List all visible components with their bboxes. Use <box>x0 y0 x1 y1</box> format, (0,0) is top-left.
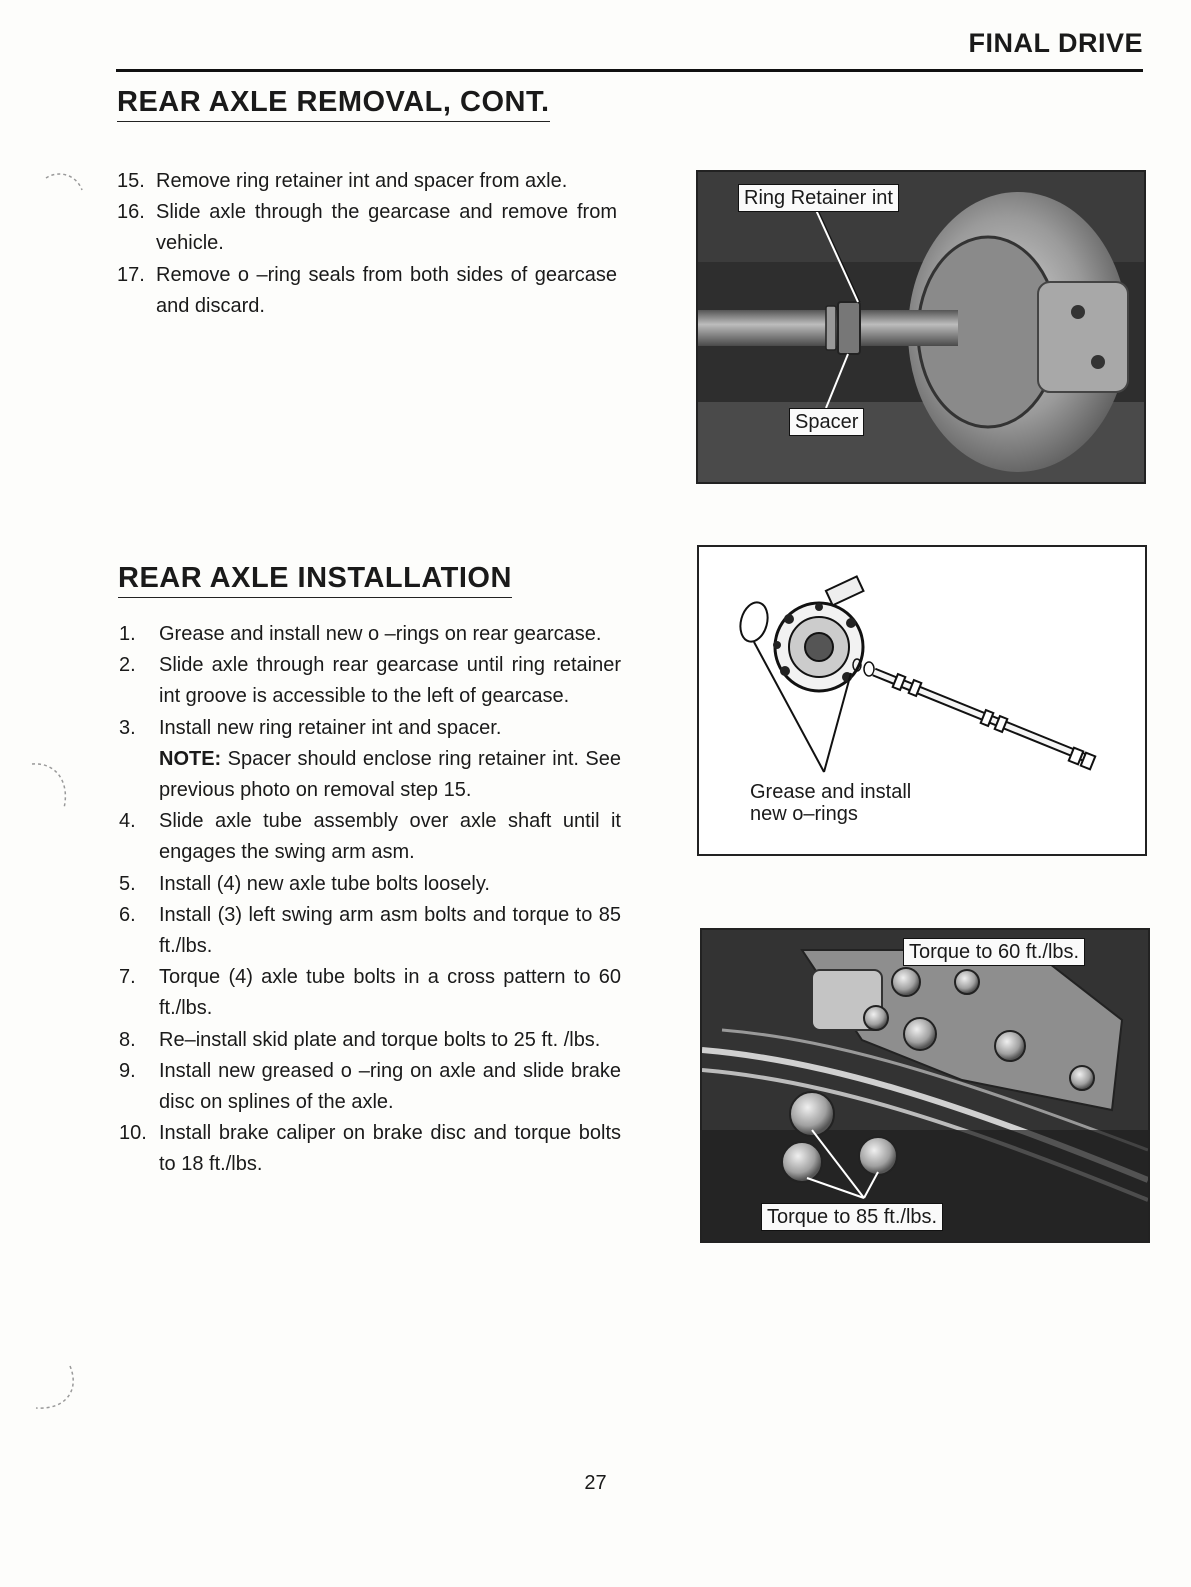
step-number: 2. <box>119 654 136 677</box>
step-number: 8. <box>119 1028 136 1051</box>
o-ring-diagram <box>697 545 1147 856</box>
removal-steps-list <box>117 166 617 322</box>
spacer-callout: Spacer <box>789 408 864 436</box>
removal-step-15 <box>117 166 617 197</box>
diagram-caption-line-1: Grease and install <box>750 781 912 803</box>
torque-60-callout: Torque to 60 ft./lbs. <box>903 938 1085 966</box>
diagram-caption-line-2: new o–rings <box>750 803 858 825</box>
swing-arm-bolts-photo-image <box>702 930 1148 1241</box>
ring-retainer-photo-image <box>698 172 1144 482</box>
step-number: 5. <box>119 872 136 895</box>
installation-step-9 <box>119 1056 621 1118</box>
note-label: NOTE: <box>159 747 222 770</box>
step-text: Install (4) new axle tube bolts loosely. <box>159 872 490 895</box>
installation-step-8 <box>119 1025 621 1056</box>
step-text: Slide axle tube assembly over axle shaft until it engages the swing arm asm. <box>159 810 621 864</box>
note-text: Spacer should enclose ring retainer int. See previous photo on removal step 15. <box>159 747 621 802</box>
step-text: Install new ring retainer int and spacer. <box>159 716 502 739</box>
step-text: Torque (4) axle tube bolts in a cross pattern to 60 ft./lbs. <box>159 966 621 1020</box>
step-number: 7. <box>119 966 136 989</box>
step-text: Install brake caliper on brake disc and torque bolts to 18 ft./lbs. <box>159 1122 621 1176</box>
installation-step-2 <box>119 650 621 712</box>
torque-85-callout: Torque to 85 ft./lbs. <box>761 1203 943 1231</box>
step-text: Grease and install new o –rings on rear gearcase. <box>159 623 602 645</box>
removal-section-title: REAR AXLE REMOVAL, CONT. <box>117 86 550 122</box>
installation-steps-list <box>119 619 621 1181</box>
removal-step-17 <box>117 260 617 322</box>
binder-hole-mark <box>38 170 88 220</box>
step-text: Re–install skid plate and torque bolts to 25 ft. /lbs. <box>159 1028 601 1051</box>
installation-step-1 <box>119 619 621 650</box>
step-text: Remove ring retainer int and spacer from axle. <box>156 170 568 192</box>
step-text: Slide axle through rear gearcase until ring retainer int groove is accessible to the left of gearcase. <box>159 654 621 708</box>
ring-retainer-callout: Ring Retainer int <box>738 184 899 212</box>
ring-retainer-photo <box>696 170 1146 484</box>
swing-arm-bolts-photo <box>700 928 1150 1243</box>
step-note <box>159 744 621 806</box>
step-number: 3. <box>119 716 136 739</box>
step-number: 9. <box>119 1059 136 1082</box>
step-text: Slide axle through the gearcase and remove from vehicle. <box>156 201 617 255</box>
installation-step-10 <box>119 1118 621 1180</box>
installation-step-3 <box>119 713 621 807</box>
removal-step-16 <box>117 197 617 259</box>
installation-step-5 <box>119 869 621 900</box>
binder-hole-mark <box>26 758 76 818</box>
step-text: Install new greased o –ring on axle and slide brake disc on splines of the axle. <box>159 1059 621 1114</box>
step-text: Install (3) left swing arm asm bolts and torque to 85 ft./lbs. <box>159 903 621 958</box>
installation-step-7 <box>119 962 621 1024</box>
running-header: FINAL DRIVE <box>968 28 1143 58</box>
step-text: Remove o –ring seals from both sides of gearcase and discard. <box>156 263 617 317</box>
step-number: 16. <box>117 201 145 224</box>
diagram-caption <box>750 781 911 825</box>
step-number: 4. <box>119 810 136 833</box>
step-number: 1. <box>119 623 136 645</box>
installation-step-4 <box>119 806 621 868</box>
header-rule <box>116 69 1143 72</box>
binder-hole-mark <box>26 1360 86 1420</box>
step-number: 15. <box>117 170 145 192</box>
step-number: 17. <box>117 263 145 286</box>
page-number: 27 <box>584 1472 607 1494</box>
step-number: 6. <box>119 903 136 926</box>
installation-section-title: REAR AXLE INSTALLATION <box>118 562 512 598</box>
installation-step-6 <box>119 900 621 962</box>
step-number: 10. <box>119 1122 147 1145</box>
